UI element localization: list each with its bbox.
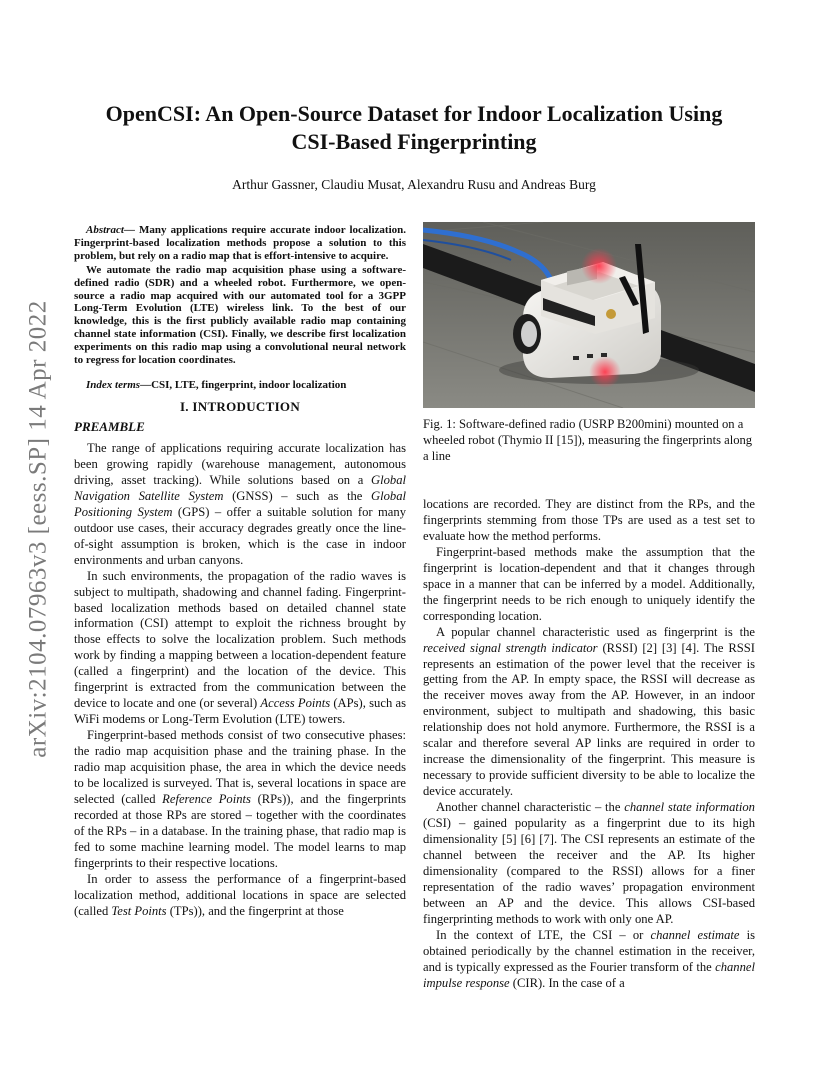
intro-p3-text-b: (RPs)), and the fingerprints recorded at those RPs are stored – together with the coordinates of the RPs – in a database. In the training phase, that radio map is fed to some machine learning model. The model learns to map fingerprints to their respective locations. bbox=[74, 791, 406, 870]
right-p3-emphasis-rssi: received signal strength indicator bbox=[423, 640, 598, 655]
intro-paragraph-3 bbox=[74, 728, 406, 872]
robot-photo-illustration bbox=[423, 222, 755, 408]
right-p5-text-c: (CIR). In the case of a bbox=[509, 975, 625, 990]
intro-p1-emphasis-gps: Global Positioning System bbox=[74, 488, 406, 519]
right-paragraph-2: Fingerprint-based methods make the assumption that the fingerprint is location-dependent and that it changes through space in a manner that can be inferred by a model. Additionally, the fingerprint needs to be rich enough to uniquely identify the corresponding location. bbox=[423, 544, 755, 623]
right-column-text bbox=[423, 497, 755, 992]
led-bottom bbox=[589, 356, 621, 388]
intro-p1-text-a: The range of applications requiring accurate localization has been growing rapidly (warehouse management, autonomous driving, asset tracking). While solutions based on a bbox=[74, 440, 406, 487]
paper-title bbox=[74, 100, 754, 156]
right-p5-text-a: In the context of LTE, the CSI – or bbox=[436, 927, 651, 942]
right-p3-text-b: (RSSI) [2] [3] [4]. The RSSI represents an estimation of the power level that the receiver is getting from the AP. In empty space, the RSSI will decrease as the receiver moves away from the AP. However, in an indoor environment, subject to multipath and shadowing, this basic relationship does not hold anymore. Furthermore, the RSSI is a scalar and therefore several AP links are required in order to increase the dimensionality of the fingerprint. This measure is necessary to provide sufficient diversity to be able to localize the device accurately. bbox=[423, 640, 755, 799]
right-p5-emphasis-cir: channel impulse response bbox=[423, 959, 755, 990]
right-paragraph-3 bbox=[423, 625, 755, 800]
title-line-2: CSI-Based Fingerprinting bbox=[291, 129, 537, 154]
intro-paragraph-4 bbox=[74, 872, 406, 920]
intro-p1-text-c: (GPS) – offer a suitable solution for many outdoor use cases, their accuracy degrades greatly once the line-of-sight assumption is broken, which is the case in indoor environments and urban canyons. bbox=[74, 504, 406, 567]
right-p4-text-a: Another channel characteristic – the bbox=[436, 800, 625, 815]
intro-p2-text-a: In such environments, the propagation of the radio waves is subject to multipath, shadowing and channel fading. Fingerprint-based localization methods based on detailed channel state information (CSI) attempt to exploit the richness brought by those effects to solve the localization problem. Such methods work by finding a mapping between a location-dependent feature (called a fingerprint) and the location of the device. This fingerprint is extracted from the communication between the device to locate and one (or several) bbox=[74, 568, 406, 711]
intro-p3-emphasis-rp: Reference Points bbox=[162, 791, 251, 806]
right-p4-text-b: (CSI) – gained popularity as a fingerprint due to its high dimensionality [5] [6] [7]. The CSI represents an estimate of the channel between the receiver and the AP. Its higher dimensionality (compared to the RSSI) allows for a finer representation of the radio waves’ propagation environment between an AP and the device. This allows CSI-based fingerprinting methods to work with only one AP. bbox=[423, 816, 755, 926]
title-line-1: OpenCSI: An Open-Source Dataset for Indoor Localization Using bbox=[105, 101, 723, 126]
abstract-paragraph-1 bbox=[74, 224, 406, 263]
subsection-heading-preamble: PREAMBLE bbox=[74, 418, 145, 434]
abstract-text-1: — Many applications require accurate indoor localization. Fingerprint-based localization methods propose a solution to this problem, but rely on a radio map that is effort-intensive to acquire. bbox=[74, 224, 406, 262]
intro-p4-emphasis-tp: Test Points bbox=[111, 903, 167, 918]
intro-p1-text-b: (GNSS) – such as the bbox=[223, 488, 372, 503]
index-terms-text: —CSI, LTE, fingerprint, indoor localization bbox=[140, 378, 347, 391]
abstract-paragraph-2: We automate the radio map acquisition phase using a software-defined radio (SDR) and a wheeled robot. Furthermore, we open-source a radio map acquired with our automated tool for a 3GPP Long-Term Evolution (LTE) wireless link. To the best of our knowledge, this is the first publicly available radio map containing channel state information (CSI). Finally, we describe first localization experiments on this radio map using a convolutional neural network to regress for location coordinates. bbox=[74, 263, 406, 367]
intro-p1-emphasis-gnss: Global Navigation Satellite System bbox=[74, 472, 406, 503]
intro-p2-emphasis-ap: Access Points bbox=[260, 696, 331, 711]
index-terms bbox=[74, 379, 406, 392]
right-column-figure bbox=[423, 222, 755, 464]
arxiv-identifier: arXiv:2104.07963v3 [eess.SP] 14 Apr 2022 bbox=[25, 300, 53, 758]
intro-p4-text-b: (TPs)), and the fingerprint at those bbox=[166, 903, 344, 918]
right-paragraph-1: locations are recorded. They are distinct from the RPs, and the fingerprints stemming from those TPs are used as a test set to evaluate how the method performs. bbox=[423, 497, 755, 543]
led-top bbox=[581, 248, 617, 284]
index-terms-lead: Index terms bbox=[86, 378, 141, 391]
intro-p2-text-b: (APs), such as WiFi modems or Long-Term Evolution (LTE) towers. bbox=[74, 696, 406, 727]
right-paragraph-5 bbox=[423, 928, 755, 992]
right-paragraph-4 bbox=[423, 800, 755, 928]
right-p4-emphasis-csi: channel state information bbox=[624, 800, 755, 815]
intro-p3-text-a: Fingerprint-based methods consist of two consecutive phases: the radio map acquisition phase and the training phase. In the radio map acquisition phase, the area in which the device needs to be localized is surveyed. That is, several locations in space are selected (called bbox=[74, 728, 406, 806]
right-p5-emphasis-estimate: channel estimate bbox=[650, 927, 740, 942]
abstract-lead: Abstract bbox=[86, 224, 124, 236]
right-p5-text-b: is obtained periodically by the channel estimation in the receiver, and is typically expressed as the Fourier transform of the bbox=[423, 927, 755, 974]
robot-photo bbox=[423, 222, 755, 408]
right-p3-text-a: A popular channel characteristic used as fingerprint is the bbox=[436, 624, 755, 639]
intro-paragraph-1 bbox=[74, 441, 406, 569]
arxiv-sidebar bbox=[22, 282, 56, 776]
author-list: Arthur Gassner, Claudiu Musat, Alexandru Rusu and Andreas Burg bbox=[232, 177, 596, 192]
sma-connector bbox=[606, 309, 616, 319]
left-column bbox=[74, 224, 406, 920]
intro-p4-text-a: In order to assess the performance of a fingerprint-based localization method, additional locations in space are selected (called bbox=[74, 871, 406, 918]
figure-caption: Fig. 1: Software-defined radio (USRP B200mini) mounted on a wheeled robot (Thymio II [15]), measuring the fingerprints along a line bbox=[423, 417, 753, 463]
intro-paragraph-2 bbox=[74, 569, 406, 729]
section-heading-introduction: I. INTRODUCTION bbox=[179, 398, 301, 414]
